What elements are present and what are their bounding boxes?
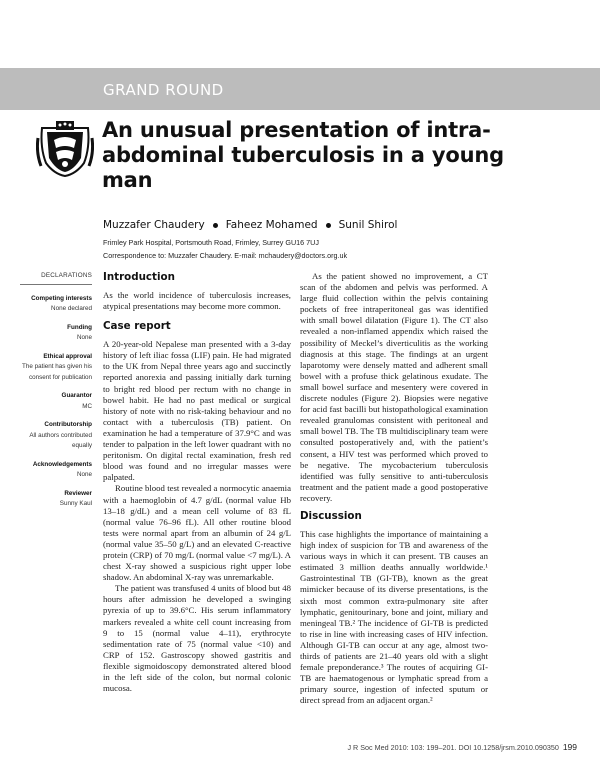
section-banner xyxy=(0,68,600,110)
declaration-label: Contributorship xyxy=(44,421,92,428)
body-paragraph: The patient was transfused 4 units of blood but 48 hours after admission he developed a swinging pyrexia of up to 39.6°C. His serum inflammatory markers revealed a white cell count increasing from 9 to 15 (normal value 4–11), erythrocyte sedimentation rate of 75 (normal value <10) and CRP of 152. Gastroscopy showed gastritis and flexible sigmoidoscopy demonstrated altered blood in the left side of the colon, but normal colonic mucosa. xyxy=(103,583,291,694)
declaration-label: Funding xyxy=(67,323,92,331)
declaration-item xyxy=(20,294,92,315)
declaration-item xyxy=(20,352,92,384)
declaration-value: None declared xyxy=(51,305,92,312)
declaration-item xyxy=(20,489,92,510)
author-name: Sunil Shirol xyxy=(338,219,398,231)
declaration-item xyxy=(20,460,92,481)
declarations-heading: DECLARATIONS xyxy=(20,271,92,285)
author-name: Muzzafer Chaudery xyxy=(103,219,205,231)
author-list xyxy=(103,219,397,231)
separator-bullet xyxy=(213,223,218,228)
declaration-value: Sunny Kaul xyxy=(59,500,92,507)
declaration-label: Guarantor xyxy=(61,392,92,399)
declaration-value: None xyxy=(76,471,92,478)
body-paragraph: Routine blood test revealed a normocytic anaemia with a haemoglobin of 4.7 g/dL (normal value Hb 13–18 g/dL) and a mean cell volume of 83 fL (normal value 76–96 fL). All other routine blood tests were normal apart from an albumin of 24 g/L (normal value 35–50 g/L) and an elevated C-reactive protein (CRP) of 70 mg/L (normal value <7 mg/L). A chest X-ray showed a suspicious right upper lobe shadow. An abdominal X-ray was unremarkable. xyxy=(103,483,291,583)
correspondence: Correspondence to: Muzzafer Chaudery. E-mail: mchaudery@doctors.org.uk xyxy=(103,251,348,260)
affiliation: Frimley Park Hospital, Portsmouth Road, Frimley, Surrey GU16 7UJ xyxy=(103,238,319,247)
declaration-item xyxy=(20,323,92,344)
section-label: GRAND ROUND xyxy=(103,81,224,99)
page-footer xyxy=(347,742,577,752)
declaration-value: MC xyxy=(82,402,92,410)
declaration-label: Reviewer xyxy=(64,489,92,497)
declaration-value: None xyxy=(76,334,92,341)
author-name: Faheez Mohamed xyxy=(225,219,318,231)
section-heading-discussion: Discussion xyxy=(300,509,362,522)
article-title: An unusual presentation of intra-abdominal tuberculosis in a young man xyxy=(102,118,504,192)
declaration-value: The patient has given his consent for publication xyxy=(21,363,92,381)
body-column-left xyxy=(103,271,291,694)
citation: J R Soc Med 2010: 103: 199–201. DOI 10.1258/jrsm.2010.090350 xyxy=(347,743,559,752)
body-column-right xyxy=(300,271,488,706)
section-heading-introduction: Introduction xyxy=(103,271,175,283)
declarations-sidebar xyxy=(20,271,92,518)
separator-bullet xyxy=(326,223,331,228)
declaration-label: Competing interests xyxy=(31,294,92,302)
section-heading-case-report: Case report xyxy=(103,320,171,333)
declaration-item xyxy=(20,391,92,412)
body-paragraph: As the world incidence of tuberculosis increases, atypical presentations may become more common. xyxy=(103,290,291,312)
page-number: 199 xyxy=(562,742,577,752)
body-paragraph: A 20-year-old Nepalese man presented with a 3-day history of left iliac fossa (LIF) pain. He had migrated to the UK from Nepal three years ago and succinctly reported anorexia and passing initially dark turning to bright red blood per rectum with no change in bowel habit. He had no past medical or surgical history of note with no risk-taking behaviour and no contact with a tuberculosis (TB) patient. On examination he had a temperature of 37.9°C and was tender to palpation in the left lower quadrant with no peritonism. On digital rectal examination, fresh red blood was found and no irregular masses were palpated. xyxy=(103,339,291,483)
declaration-label: Ethical approval xyxy=(43,352,92,360)
declaration-label: Acknowledgements xyxy=(32,460,92,468)
society-crest-icon xyxy=(36,118,94,178)
body-paragraph: As the patient showed no improvement, a CT scan of the abdomen and pelvis was performed. A large fluid collection within the pelvis containing pockets of free intraperitoneal gas was identified with small bowel dilatation (Figure 1). The CT also revealed a non-inflamed appendix which raised the possibility of Meckel’s diverticulitis as the working diagnosis at this stage. The findings at an urgent laparotomy were densely matted and adherent small bowel with a profuse thick gelatinous exudate. The small bowel surface and mesentery were covered in discrete nodules (Figure 2). Biopsies were negative for acid fast bacilli but histopathological examination revealed granulomas consistent with peritoneal and small bowel TB. The TB multidisciplinary team were consulted postoperatively and, with the patient’s consent, a HIV test was performed which proved to be negative. The mycobacterium tuberculosis identified was fully sensitive to anti-tuberculosis treatment and the patient made a good postoperative recovery. xyxy=(300,271,488,503)
body-paragraph: This case highlights the importance of maintaining a high index of suspicion for TB and awareness of the various ways in which it can present. TB causes an estimated 3 million deaths annually worldwide.¹ Gastrointestinal TB (GI-TB), known as the great mimicker because of its diverse presentations, is the sixth most common extra-pulmonary site after lymphatic, genitourinary, bone and joint, miliary and meningeal TB.² The incidence of GI-TB is predicted to rise in line with increasing cases of HIV infection. Although GI-TB can occur at any age, almost two-thirds of patients are 21–40 years old with a slight female preponderance.³ The routes of acquiring GI-TB are haematogenous or lymphatic spread from a primary source, ingestion of infected sputum or direct spread from an adjacent organ.² xyxy=(300,528,488,706)
declaration-item xyxy=(20,420,92,452)
declaration-value: All authors contributed equally xyxy=(29,431,92,449)
